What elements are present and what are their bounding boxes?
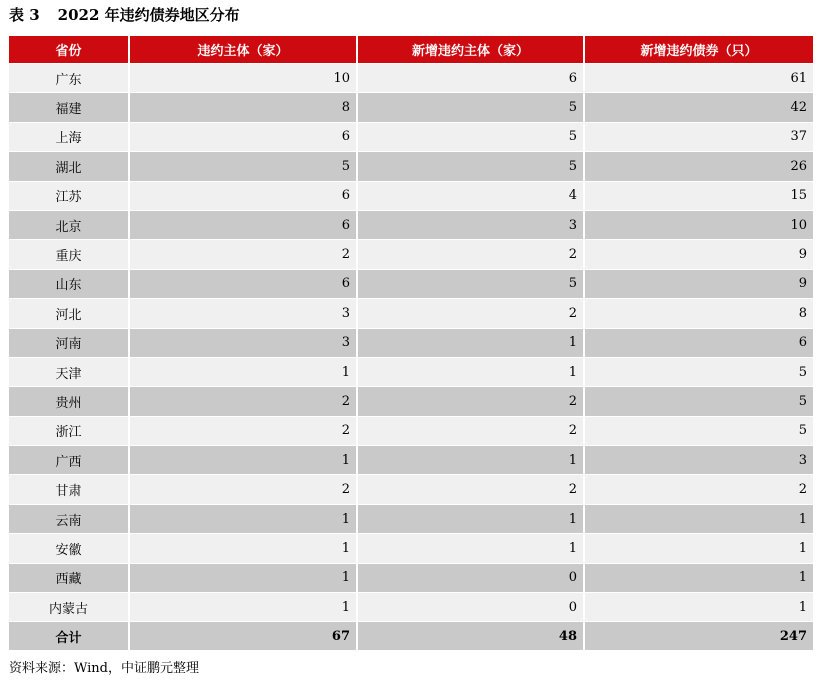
- default-entities-cell: 1: [130, 593, 358, 622]
- new-default-bonds-cell: 6: [585, 329, 813, 358]
- province-cell: 重庆: [9, 240, 130, 269]
- new-default-entities-cell: 1: [358, 446, 585, 475]
- new-default-entities-cell: 0: [358, 564, 585, 593]
- total-new-default-bonds: 247: [585, 622, 813, 651]
- new-default-entities-cell: 1: [358, 329, 585, 358]
- new-default-entities-cell: 0: [358, 593, 585, 622]
- new-default-entities-cell: 2: [358, 417, 585, 446]
- default-entities-cell: 5: [130, 152, 358, 181]
- new-default-bonds-cell: 1: [585, 534, 813, 563]
- default-entities-cell: 1: [130, 446, 358, 475]
- new-default-bonds-cell: 9: [585, 240, 813, 269]
- default-entities-cell: 2: [130, 387, 358, 416]
- province-cell: 湖北: [9, 152, 130, 181]
- new-default-bonds-cell: 5: [585, 417, 813, 446]
- table-title: [9, 4, 240, 26]
- table-row: [9, 534, 813, 563]
- total-label: 合计: [9, 622, 130, 651]
- province-cell: 江苏: [9, 182, 130, 211]
- province-cell: 西藏: [9, 564, 130, 593]
- new-default-bonds-cell: 15: [585, 182, 813, 211]
- new-default-entities-cell: 5: [358, 270, 585, 299]
- default-entities-cell: 6: [130, 123, 358, 152]
- total-default-entities: 67: [130, 622, 358, 651]
- table-row: [9, 417, 813, 446]
- province-cell: 甘肃: [9, 475, 130, 504]
- table-row: [9, 299, 813, 328]
- province-cell: 安徽: [9, 534, 130, 563]
- new-default-bonds-cell: 1: [585, 564, 813, 593]
- new-default-entities-cell: 2: [358, 475, 585, 504]
- new-default-entities-cell: 5: [358, 123, 585, 152]
- default-entities-cell: 6: [130, 211, 358, 240]
- default-entities-cell: 2: [130, 240, 358, 269]
- new-default-bonds-cell: 61: [585, 64, 813, 93]
- province-cell: 广西: [9, 446, 130, 475]
- default-entities-cell: 1: [130, 505, 358, 534]
- table-row: [9, 387, 813, 416]
- province-cell: 云南: [9, 505, 130, 534]
- new-default-bonds-cell: 5: [585, 358, 813, 387]
- province-cell: 广东: [9, 64, 130, 93]
- new-default-bonds-cell: 2: [585, 475, 813, 504]
- table-row: [9, 93, 813, 122]
- province-cell: 山东: [9, 270, 130, 299]
- province-cell: 内蒙古: [9, 593, 130, 622]
- new-default-entities-cell: 2: [358, 387, 585, 416]
- new-default-bonds-cell: 3: [585, 446, 813, 475]
- new-default-entities-cell: 2: [358, 240, 585, 269]
- new-default-entities-cell: 1: [358, 358, 585, 387]
- new-default-bonds-cell: 42: [585, 93, 813, 122]
- default-entities-cell: 3: [130, 299, 358, 328]
- new-default-bonds-cell: 37: [585, 123, 813, 152]
- new-default-entities-cell: 1: [358, 534, 585, 563]
- default-entities-cell: 1: [130, 358, 358, 387]
- province-cell: 天津: [9, 358, 130, 387]
- new-default-entities-cell: 4: [358, 182, 585, 211]
- default-bonds-region-table: [9, 36, 813, 651]
- table-row: [9, 64, 813, 93]
- new-default-bonds-cell: 10: [585, 211, 813, 240]
- default-entities-cell: 1: [130, 534, 358, 563]
- province-cell: 贵州: [9, 387, 130, 416]
- default-entities-cell: 1: [130, 564, 358, 593]
- new-default-entities-cell: 3: [358, 211, 585, 240]
- table-title-text: 2022 年违约债券地区分布: [57, 6, 240, 24]
- table-row: [9, 182, 813, 211]
- new-default-entities-cell: 2: [358, 299, 585, 328]
- default-entities-cell: 8: [130, 93, 358, 122]
- new-default-bonds-cell: 5: [585, 387, 813, 416]
- default-entities-cell: 2: [130, 417, 358, 446]
- default-entities-cell: 10: [130, 64, 358, 93]
- new-default-entities-cell: 5: [358, 93, 585, 122]
- default-entities-cell: 3: [130, 329, 358, 358]
- table-row: [9, 593, 813, 622]
- total-new-default-entities: 48: [358, 622, 585, 651]
- table-row: [9, 358, 813, 387]
- province-cell: 河南: [9, 329, 130, 358]
- table-row: [9, 564, 813, 593]
- table-row: [9, 446, 813, 475]
- source-note: 资料来源：Wind，中证鹏元整理: [9, 661, 199, 676]
- header-default-entities: 违约主体（家）: [130, 36, 358, 64]
- header-province: 省份: [9, 36, 130, 64]
- new-default-bonds-cell: 26: [585, 152, 813, 181]
- table-row: [9, 329, 813, 358]
- new-default-bonds-cell: 1: [585, 505, 813, 534]
- table-row: [9, 152, 813, 181]
- default-entities-cell: 2: [130, 475, 358, 504]
- province-cell: 福建: [9, 93, 130, 122]
- table-row: [9, 270, 813, 299]
- header-row: [9, 36, 813, 64]
- table-row: [9, 123, 813, 152]
- new-default-bonds-cell: 8: [585, 299, 813, 328]
- table-row: [9, 505, 813, 534]
- table-body: [9, 64, 813, 622]
- province-cell: 北京: [9, 211, 130, 240]
- table-row: [9, 211, 813, 240]
- province-cell: 上海: [9, 123, 130, 152]
- default-entities-cell: 6: [130, 182, 358, 211]
- province-cell: 河北: [9, 299, 130, 328]
- total-row: [9, 622, 813, 651]
- province-cell: 浙江: [9, 417, 130, 446]
- new-default-bonds-cell: 1: [585, 593, 813, 622]
- new-default-entities-cell: 5: [358, 152, 585, 181]
- header-new-default-bonds: 新增违约债券（只）: [585, 36, 813, 64]
- table-number: 表 3: [9, 6, 40, 24]
- new-default-entities-cell: 1: [358, 505, 585, 534]
- header-new-default-entities: 新增违约主体（家）: [358, 36, 585, 64]
- default-entities-cell: 6: [130, 270, 358, 299]
- new-default-bonds-cell: 9: [585, 270, 813, 299]
- table-row: [9, 475, 813, 504]
- new-default-entities-cell: 6: [358, 64, 585, 93]
- table-row: [9, 240, 813, 269]
